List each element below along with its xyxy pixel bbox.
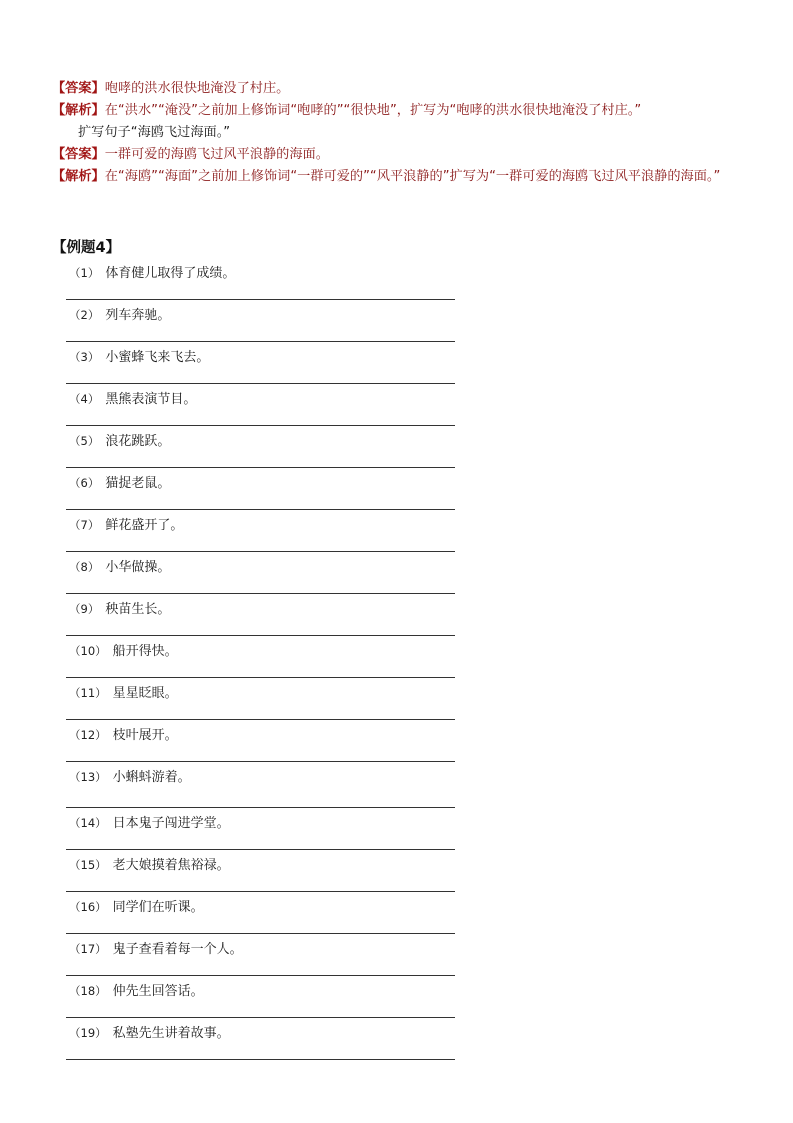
question-text [69,896,204,915]
question-item-6 [66,468,466,510]
question-text [69,514,183,533]
question-text [69,304,170,323]
question-sentence: 老大娘摸着焦裕禄。 [112,858,230,873]
answer-tag: 【答案】 [52,81,105,96]
question-item-19 [66,1018,466,1060]
analysis-paragraph-2 [52,166,752,188]
question-item-1 [66,258,466,300]
question-sentence: 浪花跳跃。 [105,434,171,449]
question-item-18 [66,976,466,1018]
question-number: （8） [69,560,100,574]
question-number: （12） [69,728,107,742]
question-item-12 [66,720,466,762]
question-sentence: 仲先生回答话。 [112,984,204,999]
expand-question [52,122,752,144]
question-item-9 [66,594,466,636]
example-title: 【例题4】 [52,240,121,256]
question-sentence: 黑熊表演节目。 [105,392,197,407]
question-item-4 [66,384,466,426]
question-number: （18） [69,984,107,998]
question-number: （1） [69,266,100,280]
question-text [69,812,230,831]
question-item-5 [66,426,466,468]
question-text [69,854,230,873]
answer-tag: 【答案】 [52,147,105,162]
question-item-15 [66,850,466,892]
question-text [69,472,170,491]
question-sentence: 秧苗生长。 [105,602,171,617]
answer-paragraph-2 [52,144,752,166]
analysis-tag: 【解析】 [52,169,105,184]
question-text [69,766,191,785]
question-number: （16） [69,900,107,914]
question-number: （15） [69,858,107,872]
question-sentence: 日本鬼子闯进学堂。 [112,816,230,831]
question-text [69,430,170,449]
question-text [69,640,178,659]
question-text [69,346,209,365]
question-number: （2） [69,308,100,322]
answer-line [66,1059,455,1060]
question-number: （6） [69,476,100,490]
question-number: （9） [69,602,100,616]
question-item-10 [66,636,466,678]
question-text [69,598,170,617]
question-item-14 [66,808,466,850]
analysis-text: 在“海鸥”“海面”之前加上修饰词“一群可爱的”“风平浪静的”扩写为“一群可爱的海鸥飞过风平浪静的海面。” [104,169,721,184]
question-text [69,1022,230,1041]
question-item-7 [66,510,466,552]
answer-text: 咆哮的洪水很快地淹没了村庄。 [104,81,290,96]
question-text [69,262,235,281]
question-text [69,682,178,701]
analysis-paragraph-1 [52,100,752,122]
question-sentence: 小蜜蜂飞来飞去。 [105,350,210,365]
analysis-tag: 【解析】 [52,103,105,118]
question-number: （19） [69,1026,107,1040]
question-number: （5） [69,434,100,448]
question-number: （3） [69,350,100,364]
question-sentence: 船开得快。 [112,644,178,659]
question-sentence: 小蝌蚪游着。 [112,770,191,785]
question-sentence: 私塾先生讲着故事。 [112,1026,230,1041]
question-number: （17） [69,942,107,956]
question-number: （13） [69,770,107,784]
question-sentence: 同学们在听课。 [112,900,204,915]
question-number: （14） [69,816,107,830]
question-text [69,556,170,575]
question-number: （4） [69,392,100,406]
question-sentence: 猫捉老鼠。 [105,476,171,491]
answer-text: 一群可爱的海鸥飞过风平浪静的海面。 [104,147,329,162]
question-item-11 [66,678,466,720]
question-item-2 [66,300,466,342]
question-sentence: 鲜花盛开了。 [105,518,184,533]
question-item-17 [66,934,466,976]
question-sentence: 枝叶展开。 [112,728,178,743]
question-sentence: 列车奔驰。 [105,308,171,323]
question-list [66,258,466,1060]
question-sentence: 鬼子查看着每一个人。 [112,942,243,957]
question-text [69,724,178,743]
question-number: （7） [69,518,100,532]
analysis-text: 在“洪水”“淹没”之前加上修饰词“咆哮的”“很快地”，扩写为“咆哮的洪水很快地淹没了村庄。” [104,103,642,118]
question-sentence: 体育健儿取得了成绩。 [105,266,236,281]
question-sentence: 星星眨眼。 [112,686,178,701]
answer-section [52,78,752,188]
answer-paragraph-1 [52,78,752,100]
question-text [69,388,196,407]
question-item-3 [66,342,466,384]
expand-question-text: 扩写句子“海鸥飞过海面。” [78,125,231,140]
question-text [69,938,243,957]
question-item-13 [66,762,466,808]
question-text [69,980,204,999]
question-item-8 [66,552,466,594]
question-number: （11） [69,686,107,700]
question-item-16 [66,892,466,934]
question-sentence: 小华做操。 [105,560,171,575]
question-number: （10） [69,644,107,658]
